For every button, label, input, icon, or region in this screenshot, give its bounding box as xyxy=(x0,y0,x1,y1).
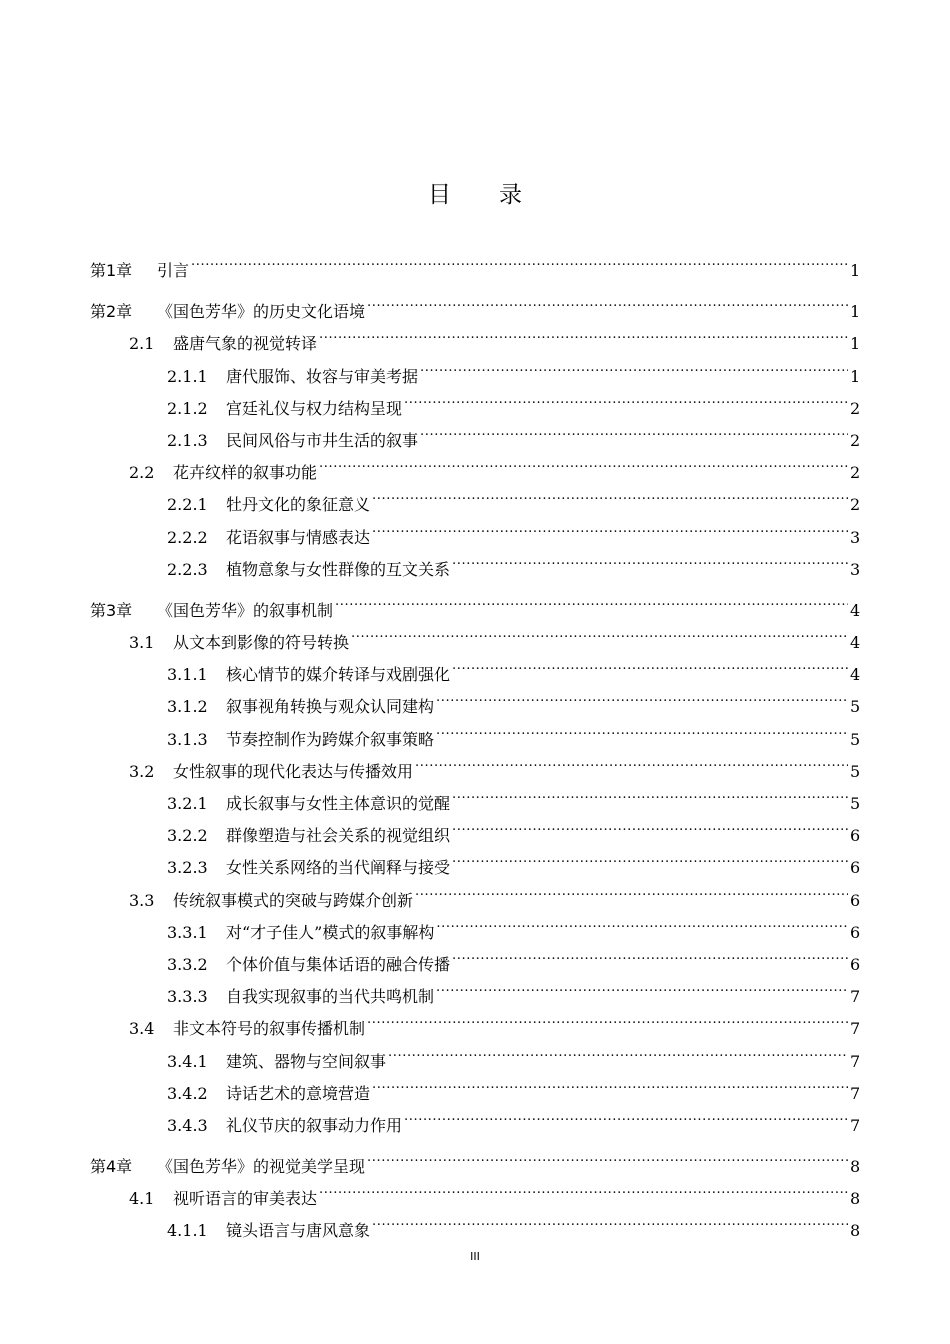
toc-entry-number: 3.4.2 xyxy=(167,1083,208,1103)
toc-entry-number: 3.2.3 xyxy=(167,858,208,878)
dot-leader xyxy=(436,713,848,745)
toc-entry-number: 2.2 xyxy=(129,463,155,483)
toc-entry-title: 节奏控制作为跨媒介叙事策略 xyxy=(226,729,435,749)
toc-entry-number: 2.1.3 xyxy=(167,430,208,450)
toc-entry-page: 7 xyxy=(850,987,861,1007)
toc-entry[interactable] xyxy=(90,244,861,280)
toc-entry-page: 1 xyxy=(850,302,861,322)
toc-entry-page: 6 xyxy=(850,890,861,910)
toc-entry-title: 花卉纹样的叙事功能 xyxy=(173,463,318,483)
dot-leader xyxy=(372,478,848,510)
toc-entry-title: 镜头语言与唐风意象 xyxy=(226,1221,371,1241)
toc-entry-title: 《国色芳华》的历史文化语境 xyxy=(157,302,366,322)
toc-entry-title: 叙事视角转换与观众认同建构 xyxy=(226,697,435,717)
toc-entry-number: 2.2.1 xyxy=(167,495,208,515)
toc-entry[interactable] xyxy=(90,584,861,620)
toc-entry-number: 3.1.2 xyxy=(167,697,208,717)
toc-entry-page: 4 xyxy=(850,665,861,685)
dot-leader xyxy=(452,938,848,970)
toc-entry-page: 1 xyxy=(850,261,861,280)
toc-entry-page: 5 xyxy=(850,729,861,749)
dot-leader xyxy=(420,350,848,382)
toc-entry-number: 第1章 xyxy=(90,261,133,280)
toc-entry-page: 6 xyxy=(850,858,861,878)
toc-entry-number: 3.2.2 xyxy=(167,826,208,846)
toc-entry-page: 2 xyxy=(850,463,861,483)
dot-leader xyxy=(372,1204,848,1236)
toc-entry-title: 《国色芳华》的视觉美学呈现 xyxy=(157,1157,366,1177)
dot-leader xyxy=(452,543,848,575)
toc-entry-page: 2 xyxy=(850,398,861,418)
toc-entry-title: 从文本到影像的符号转换 xyxy=(173,633,350,653)
toc-entry-title: 引言 xyxy=(157,261,190,280)
toc-entry-title: 花语叙事与情感表达 xyxy=(226,527,371,547)
page-title-char-1: 目 xyxy=(428,182,451,208)
toc-entry-title: 宫廷礼仪与权力结构呈现 xyxy=(226,398,403,418)
toc-entry[interactable] xyxy=(90,285,861,322)
toc-entry-title: 自我实现叙事的当代共鸣机制 xyxy=(226,987,435,1007)
toc-entry-page: 7 xyxy=(850,1051,861,1071)
toc-entry-page: 2 xyxy=(850,430,861,450)
toc-entry-page: 6 xyxy=(850,922,861,942)
dot-leader xyxy=(191,244,848,276)
dot-leader xyxy=(404,382,848,414)
dot-leader xyxy=(319,317,848,349)
dot-leader xyxy=(319,446,848,478)
toc-entry-page: 4 xyxy=(850,633,861,653)
toc-entry-page: 5 xyxy=(850,697,861,717)
dot-leader xyxy=(452,809,848,841)
dot-leader xyxy=(319,1172,848,1204)
toc-entry-title: 诗话艺术的意境营造 xyxy=(226,1083,371,1103)
toc-entry-page: 5 xyxy=(850,794,861,813)
toc-entry-title: 唐代服饰、妆容与审美考据 xyxy=(226,366,419,386)
dot-leader xyxy=(452,841,848,873)
toc-entry-page: 8 xyxy=(850,1189,861,1209)
dot-leader xyxy=(372,1067,848,1099)
toc-entry-number: 4.1 xyxy=(129,1189,155,1209)
dot-leader xyxy=(367,1140,848,1172)
toc-entry-number: 3.4.3 xyxy=(167,1115,208,1135)
toc-entry-title: 《国色芳华》的叙事机制 xyxy=(157,600,334,620)
dot-leader xyxy=(420,414,848,446)
toc-entry-number: 第4章 xyxy=(90,1157,133,1177)
dot-leader xyxy=(404,1099,848,1131)
toc-entry-number: 3.2 xyxy=(129,761,155,781)
toc-entry-number: 2.2.3 xyxy=(167,559,208,579)
dot-leader xyxy=(452,648,848,680)
toc-entry-page: 8 xyxy=(850,1157,861,1177)
toc-entry-page: 7 xyxy=(850,1115,861,1135)
toc-entry-title: 群像塑造与社会关系的视觉组织 xyxy=(226,826,451,846)
toc-entry-title: 个体价值与集体话语的融合传播 xyxy=(226,954,451,974)
dot-leader xyxy=(415,874,848,906)
toc-entry-title: 女性关系网络的当代阐释与接受 xyxy=(226,858,451,878)
toc-entry-number: 3.1.1 xyxy=(167,665,208,685)
dot-leader xyxy=(367,1002,848,1034)
toc-entry-title: 建筑、器物与空间叙事 xyxy=(226,1051,387,1071)
dot-leader xyxy=(335,584,848,616)
toc-entry-page: 3 xyxy=(850,527,861,547)
toc-entry-number: 3.4.1 xyxy=(167,1051,208,1071)
toc-entry-page: 2 xyxy=(850,495,861,515)
toc-entry-number: 2.2.2 xyxy=(167,527,208,547)
toc-entry-page: 8 xyxy=(850,1221,861,1241)
dot-leader xyxy=(367,285,848,317)
toc-entry-page: 4 xyxy=(850,600,861,620)
toc-entry-page: 6 xyxy=(850,954,861,974)
toc-entry-page: 7 xyxy=(850,1019,861,1039)
table-of-contents xyxy=(90,244,861,1241)
toc-entry-title: 礼仪节庆的叙事动力作用 xyxy=(226,1115,403,1135)
dot-leader xyxy=(436,680,848,712)
toc-entry-number: 第2章 xyxy=(90,302,133,322)
toc-entry-title: 植物意象与女性群像的互文关系 xyxy=(226,559,451,579)
dot-leader xyxy=(436,906,848,938)
toc-entry-number: 3.3.2 xyxy=(167,954,208,974)
toc-entry-number: 3.3.1 xyxy=(167,922,208,942)
toc-entry-page: 3 xyxy=(850,559,861,579)
page-number-footer: III xyxy=(470,1250,480,1263)
toc-entry-number: 2.1.2 xyxy=(167,398,208,418)
toc-entry-number: 3.3 xyxy=(129,890,155,910)
toc-entry-title: 核心情节的媒介转译与戏剧强化 xyxy=(226,665,451,685)
toc-entry-number: 2.1.1 xyxy=(167,366,208,386)
dot-leader xyxy=(372,511,848,543)
toc-entry-title: 盛唐气象的视觉转译 xyxy=(173,334,318,354)
dot-leader xyxy=(388,1035,848,1067)
dot-leader xyxy=(351,616,848,648)
toc-entry-title: 民间风俗与市井生活的叙事 xyxy=(226,430,419,450)
toc-entry-number: 2.1 xyxy=(129,334,155,354)
toc-entry-title: 视听语言的审美表达 xyxy=(173,1189,318,1209)
toc-entry-number: 4.1.1 xyxy=(167,1221,208,1241)
toc-entry-page: 7 xyxy=(850,1083,861,1103)
toc-entry-page: 1 xyxy=(850,366,861,386)
toc-entry-number: 3.3.3 xyxy=(167,987,208,1007)
toc-entry-number: 3.1.3 xyxy=(167,729,208,749)
toc-entry-title: 非文本符号的叙事传播机制 xyxy=(173,1019,366,1039)
toc-entry[interactable] xyxy=(90,1140,861,1177)
page-title xyxy=(0,176,950,209)
page-title-char-2: 录 xyxy=(499,182,522,208)
dot-leader xyxy=(436,970,848,1002)
toc-entry-title: 女性叙事的现代化表达与传播效用 xyxy=(173,761,414,781)
toc-entry-page: 1 xyxy=(850,334,861,354)
toc-entry-title: 对“才子佳人”模式的叙事解构 xyxy=(226,922,435,942)
toc-entry-number: 3.1 xyxy=(129,633,155,653)
toc-entry-title: 传统叙事模式的突破与跨媒介创新 xyxy=(173,890,414,910)
dot-leader xyxy=(415,745,848,777)
toc-entry-number: 3.2.1 xyxy=(167,794,208,813)
toc-entry-number: 第3章 xyxy=(90,600,133,620)
dot-leader xyxy=(452,777,848,809)
toc-entry-title: 牡丹文化的象征意义 xyxy=(226,495,371,515)
toc-entry-title: 成长叙事与女性主体意识的觉醒 xyxy=(226,794,451,813)
toc-entry-page: 5 xyxy=(850,761,861,781)
toc-entry-number: 3.4 xyxy=(129,1019,155,1039)
toc-entry-page: 6 xyxy=(850,826,861,846)
